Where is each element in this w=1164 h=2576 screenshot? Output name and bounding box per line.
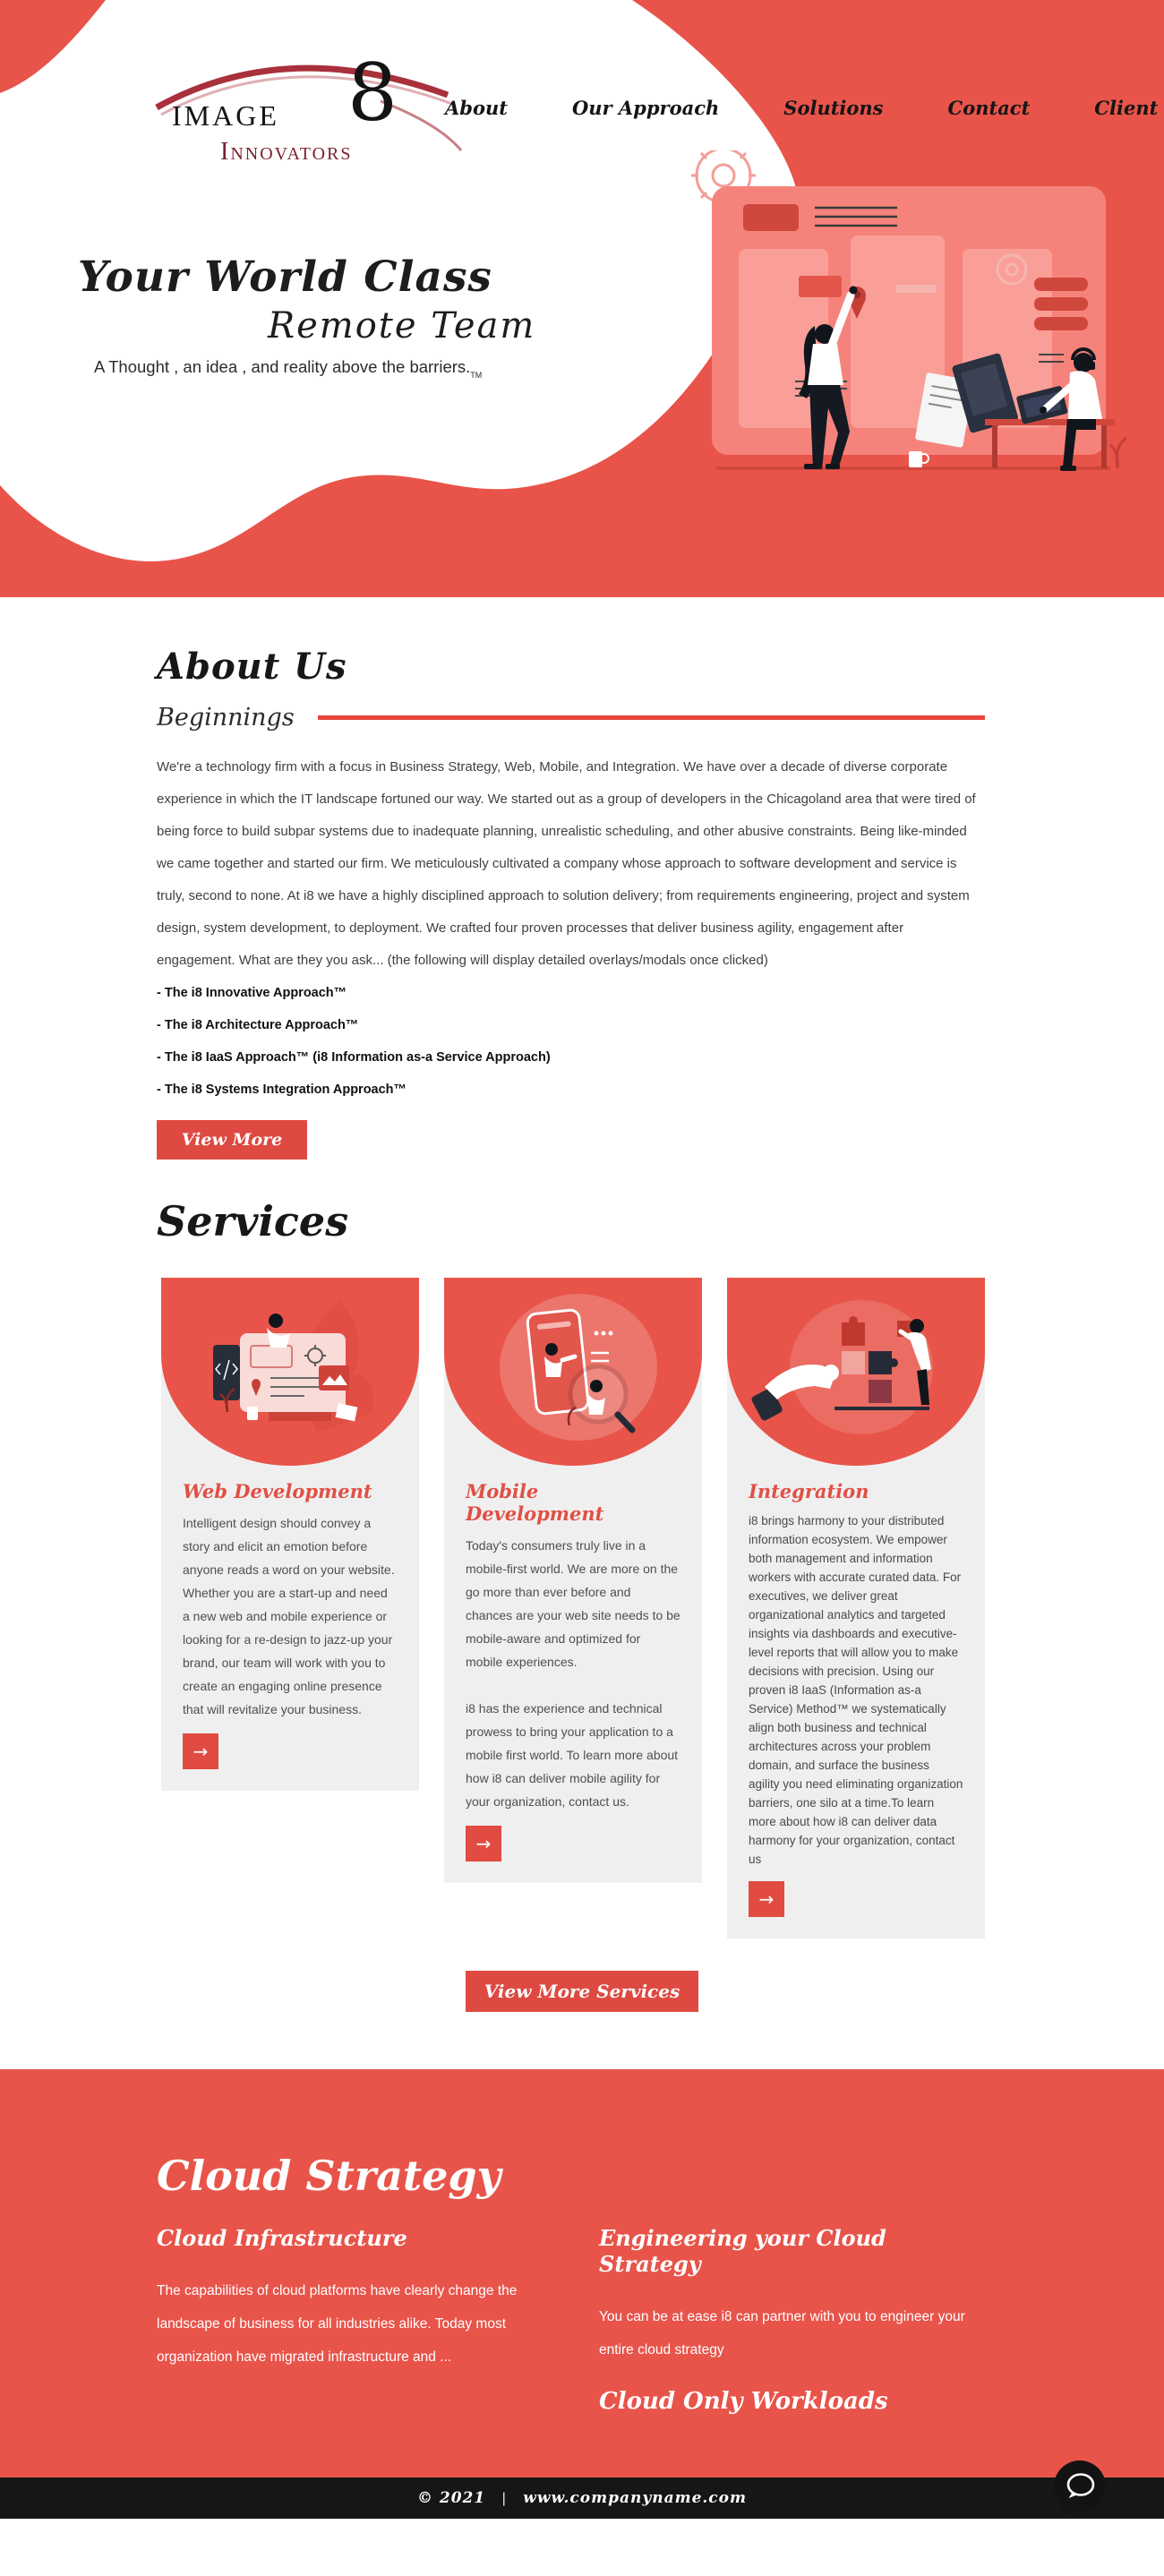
web-development-illustration: [161, 1278, 419, 1466]
about-section: [0, 597, 1164, 1167]
service-card-mobile-development: [444, 1278, 702, 1883]
hero-title: Your World Class: [78, 252, 492, 302]
mobile-development-illustration: [444, 1278, 702, 1466]
cloud-engineering-heading: Engineering your Cloud Strategy: [599, 2225, 886, 2277]
cloud-infrastructure-body: The capabilities of cloud platforms have clearly change the landscape of business for all industries alike. Today most organization have migrated infrastructure and ...: [157, 2283, 518, 2365]
mobile-development-arrow-button[interactable]: [466, 1826, 501, 1861]
card-text-integration: i8 brings harmony to your distributed information ecosystem. We empower both management and information workers with accurate curated data. For executives, we deliver great organizational analytics and targeted insights via dashboards and executive-level reports that will allow you to make decisions with precision. Using our proven i8 IaaS (Information as-a Service) Method™ we systematically align both business and technical architectures across your problem domain, and surface the business agility you need eliminating organization barriers, one silo at a time.To learn more about how i8 can deliver data harmony for your organization, contact us: [749, 1514, 963, 1866]
logo-text: image: [172, 89, 279, 134]
hero-tagline: [94, 357, 508, 380]
card-text-mobile-development-1: Today's consumers truly live in a mobile-first world. We are more on the go more than ever before and chances are your web site needs to be mobile-aware and optimized for mobile experiences.: [466, 1538, 680, 1669]
about-body-text: We're a technology firm with a focus in Business Strategy, Web, Mobile, and Integration. We have over a decade of diverse corporate experience in which the IT landscape fortuned our way. We started out as a group of developers in the Chicagoland area that were tired of being force to build subpar systems due to inadequate planning, unrealistic scheduling, and other abusive constraints. Being like-minded we came together and started our firm. We meticulously cultivated a company whose approach to software development and service is truly, second to none. At i8 we have a highly disciplined approach to solution delivery; from requirements engineering, project and system design, system development, to deployment. We crafted four proven processes that deliver business agility, engagement after engagement. What are they you ask... (the following will display detailed overlays/modals once clicked): [157, 759, 976, 968]
hero-section: [0, 0, 1164, 597]
about-heading: About Us: [157, 646, 347, 688]
logo-number: 8: [347, 47, 398, 139]
cloud-engineering-column: [599, 2225, 993, 2415]
hero-illustration: [689, 150, 1137, 509]
card-text-web-development: Intelligent design should convey a story and elicit an emotion before anyone reads a word on your website. Whether you are a start-up and need a new web and mobile experience or looking for a re-design to jazz-up your brand, our team will work with you to create an engaging online presence that will revitalize your business.: [183, 1516, 395, 1716]
cloud-engineering-body: You can be at ease i8 can partner with you to engineer your entire cloud strategy: [599, 2309, 965, 2358]
nav-item-solutions[interactable]: Solutions: [783, 97, 884, 119]
hero-tagline-text: A Thought , an idea , and reality above the barriers.: [94, 357, 471, 376]
integration-arrow-button[interactable]: [749, 1881, 784, 1917]
view-more-services-button[interactable]: View More Services: [466, 1971, 698, 2012]
chat-widget-button[interactable]: [1053, 2460, 1107, 2524]
red-divider-line: [318, 715, 985, 720]
nav-item-contact[interactable]: Contact: [947, 97, 1031, 119]
footer-copyright: © 2021: [416, 2489, 486, 2507]
cloud-infrastructure-heading: Cloud Infrastructure: [157, 2225, 407, 2251]
services-section: [0, 1167, 1164, 2012]
cloud-strategy-section: [0, 2069, 1164, 2478]
approach-item-innovative[interactable]: - The i8 Innovative Approach™: [157, 986, 347, 1000]
trademark-symbol: TM: [470, 371, 483, 380]
approach-item-iaas[interactable]: - The i8 IaaS Approach™ (i8 Information as-a Service Approach): [157, 1050, 551, 1065]
service-cards: [161, 1278, 985, 1938]
approach-item-systems-integration[interactable]: - The i8 Systems Integration Approach™: [157, 1083, 407, 1097]
service-card-integration: [727, 1278, 985, 1938]
logo-subtext: Innovators: [220, 138, 353, 166]
footer: [0, 2478, 1164, 2519]
footer-separator: |: [501, 2490, 508, 2506]
nav-item-our-approach[interactable]: Our Approach: [571, 97, 720, 119]
arrow-right-icon: →: [193, 1741, 209, 1762]
card-title-web-development: Web Development: [183, 1480, 372, 1502]
service-card-web-development: [161, 1278, 419, 1791]
nav-item-about[interactable]: About: [445, 97, 508, 119]
card-title-mobile-development: Mobile Development: [466, 1480, 604, 1525]
card-title-integration: Integration: [749, 1480, 869, 1502]
arrow-right-icon: →: [475, 1833, 492, 1854]
cloud-workloads-heading: Cloud Only Workloads: [599, 2388, 888, 2415]
footer-website-link[interactable]: www.companyname.com: [523, 2489, 747, 2507]
web-development-arrow-button[interactable]: [183, 1733, 218, 1769]
view-more-button[interactable]: View More: [157, 1120, 307, 1160]
card-text-mobile-development-2: i8 has the experience and technical prowess to bring your application to a mobile first world. To learn more about how i8 can deliver mobile agility for your organization, contact us.: [466, 1701, 679, 1809]
hero-text-block: [78, 252, 536, 380]
about-subheading: Beginnings: [157, 704, 295, 732]
arrow-right-icon: →: [758, 1888, 775, 1910]
cloud-strategy-heading: Cloud Strategy: [157, 2152, 501, 2200]
approach-list: [157, 977, 985, 1106]
chat-bubble-icon: [1053, 2460, 1107, 2520]
integration-illustration: [727, 1278, 985, 1466]
cloud-infrastructure-column: [157, 2225, 569, 2415]
hero-subtitle: Remote Team: [268, 305, 536, 347]
services-heading: Services: [157, 1197, 349, 1245]
approach-item-architecture[interactable]: - The i8 Architecture Approach™: [157, 1018, 359, 1032]
main-navigation: [445, 97, 1158, 119]
nav-item-client[interactable]: Client: [1094, 97, 1159, 119]
